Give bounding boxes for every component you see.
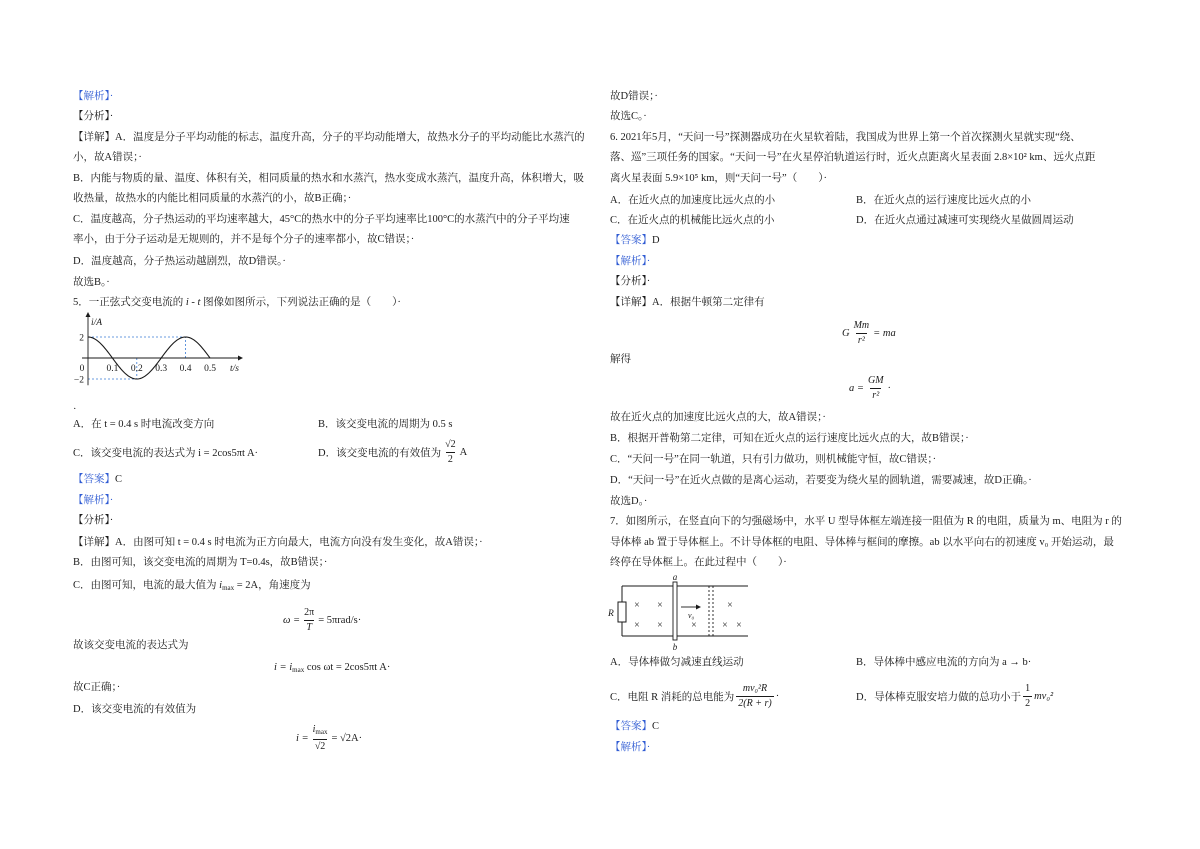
q5-d-wrong: 故D错误；· xyxy=(610,91,658,102)
q5-jiexi-tag: 【解析】· xyxy=(73,495,114,506)
y-tick-label: −2 xyxy=(73,375,84,386)
x-tick-label: 0.3 xyxy=(155,364,168,374)
velocity-label: v₀ xyxy=(688,611,695,620)
formula-rhs: · xyxy=(887,382,892,394)
option-c-fraction xyxy=(736,683,773,710)
formula-lhs: ω = xyxy=(283,614,301,626)
fraction-denominator: T xyxy=(306,621,312,633)
q4-line-3: B．内能与物质的量、温度、体积有关，相同质量的热水和水蒸汽，热水变成水蒸汽，温度升高，体积增大，吸 xyxy=(73,173,585,184)
answer-tag: 【答案】 xyxy=(610,721,652,732)
option-d-prefix: D．该交变电流的有效值为 xyxy=(318,447,442,459)
option-d-fraction xyxy=(443,439,458,466)
q7-option-b: B．导体棒中感应电流的方向为 a → b· xyxy=(856,657,1032,668)
q6-option-c: C．在近火点的机械能比远火点的小 xyxy=(610,215,775,226)
answer-value: D xyxy=(652,235,660,246)
answer-tag: 【答案】 xyxy=(610,235,652,246)
text-suffix: = 2A，角速度为 xyxy=(234,580,311,591)
resistor xyxy=(618,602,626,622)
y-tick-label: 2 xyxy=(79,333,84,344)
q7-circuit-diagram xyxy=(606,574,756,654)
velocity-arrowhead xyxy=(696,605,701,610)
formula-lhs: a = xyxy=(849,382,864,394)
answer-value: C xyxy=(652,721,660,732)
q4-line-8: 故选B。· xyxy=(73,277,110,288)
fraction-denominator: 2(R + r) xyxy=(738,697,772,709)
origin-label: 0 xyxy=(79,364,85,374)
x-tick-label: 0.4 xyxy=(179,364,192,374)
formula-lhs: G xyxy=(842,327,850,339)
fraction-numerator xyxy=(311,724,330,739)
q6-line-5: 故选D。· xyxy=(610,496,648,507)
newton-formula xyxy=(842,318,896,348)
resistor-label: R xyxy=(608,609,614,619)
q6-option-b: B．在近火点的运行速度比远火点的小 xyxy=(856,195,1032,206)
field-mark: × xyxy=(691,620,697,631)
q6-stem-line-2: 落、巡”三项任务的国家。“天问一号”在火星停泊轨道运行时，近火点距离火星表面 2.8×10² km、远火点距 xyxy=(610,152,1096,163)
q7-stem-line-3: 终停在导体框上。在此过程中（ ）· xyxy=(610,557,787,568)
fraction-numerator: Mm xyxy=(853,319,870,331)
q6-stem-line-3: 离火星表面 5.9×10⁵ km，则“天问一号”（ ）· xyxy=(610,173,827,184)
option-d-suffix: mv₀² xyxy=(1034,690,1054,702)
q4-line-4: 收热量，故热水的内能比相同质量的水蒸汽的小，故B正确；· xyxy=(73,193,352,204)
option-d-prefix: D．导体棒克服安培力做的总功小于 xyxy=(856,691,1022,703)
q6-line-3: C．“天问一号”在同一轨道，只有引力做功，则机械能守恒，故C错误；· xyxy=(610,454,937,465)
stem-prefix: 5．一正弦式交变电流的 xyxy=(73,297,186,308)
q5-c-correct: 故C正确；· xyxy=(73,682,121,693)
q5-fenxi-tag: 【分析】· xyxy=(73,515,114,526)
fraction-denominator: r² xyxy=(857,334,865,346)
q4-line-2: 小，故A错误；· xyxy=(73,152,142,163)
newton-fraction xyxy=(852,320,872,347)
imax-variable: i xyxy=(219,580,223,591)
field-mark: × xyxy=(736,620,742,631)
q6-option-d: D．在近火点通过减速可实现绕火星做圆周运动 xyxy=(856,215,1074,226)
q7-stem-line-2: 导体棒 ab 置于导体框上。不计导体框的电阻、导体棒与框间的摩擦。ab 以水平向右的初速度 v₀ 开始运动，最 xyxy=(610,537,1114,548)
q6-line-4: D．“天问一号”在近火点做的是离心运动，若要变为绕火星的圆轨道，需要减速，故D正确。· xyxy=(610,475,1032,486)
q6-fenxi-tag: 【分析】· xyxy=(610,276,651,287)
stem-variable: i - t xyxy=(185,297,201,308)
omega-formula xyxy=(283,605,361,635)
option-c-text: C．该交变电流的表达式为 i = 2cos5πt A· xyxy=(73,447,259,459)
text: A．根据牛顿第二定律有 xyxy=(652,297,765,308)
q5-stem xyxy=(73,296,401,310)
q6-line-1: 故在近火点的加速度比远火点的大，故A错误；· xyxy=(610,412,826,423)
q5-line-b: B．由图可知，该交变电流的周期为 T=0.4s，故B错误；· xyxy=(73,557,328,568)
text: A．由图可知 t = 0.4 s 时电流为正方向最大，电流方向没有发生变化，故A错误；· xyxy=(115,537,483,548)
q7-option-c xyxy=(610,682,779,710)
formula-lhs: i = xyxy=(296,732,309,744)
q5-option-d xyxy=(318,439,467,465)
option-c-suffix: · xyxy=(775,690,780,702)
y-axis-arrowhead xyxy=(86,312,91,317)
numerator-variable: i xyxy=(312,723,316,735)
effective-value-formula xyxy=(296,723,362,753)
fraction-denominator: r² xyxy=(872,389,880,401)
xiangjie-tag: 【详解】 xyxy=(73,537,115,548)
rod-end-b-label: b xyxy=(672,642,678,652)
q7-jiexi-tag: 【解析】· xyxy=(610,742,651,753)
eff-fraction xyxy=(311,724,330,753)
fraction-numerator: mv₀²R xyxy=(742,682,768,694)
fraction-denominator: 2 xyxy=(1025,697,1031,709)
field-mark: × xyxy=(722,620,728,631)
answer-value: C xyxy=(115,474,123,485)
q5-choose: 故选C。· xyxy=(610,111,647,122)
rod-end-a-label: a xyxy=(672,572,678,582)
formula-subscript: max xyxy=(292,666,305,674)
field-mark: × xyxy=(634,600,640,611)
q6-answer xyxy=(610,234,660,248)
text: A．温度是分子平均动能的标志，温度升高，分子的平均动能增大，故热水分子的平均动能比水蒸汽的 xyxy=(115,132,585,143)
q5-option-b: B．该交变电流的周期为 0.5 s xyxy=(318,419,453,430)
formula-rhs: = √2A· xyxy=(331,732,363,744)
q5-line-c xyxy=(73,579,311,593)
x-axis-label: t/s xyxy=(230,364,239,374)
field-mark: × xyxy=(634,620,640,631)
rod-ab xyxy=(673,582,677,640)
q4-jiexi-tag: 【解析】· xyxy=(73,91,114,102)
formula-lhs: i = i xyxy=(274,662,293,673)
q6-jiexi-tag: 【解析】· xyxy=(610,256,651,267)
q4-line-6: 率小，由于分子运动是无规则的，并不是每个分子的速率都小，故C错误；· xyxy=(73,234,415,245)
fraction-denominator: 2 xyxy=(447,453,453,465)
q4-line-5: C．温度越高，分子热运动的平均速率越大，45°C的热水中的分子平均速率比100°C的水蒸汽中的分子平均速 xyxy=(73,214,570,225)
fraction-numerator: 1 xyxy=(1025,682,1031,694)
accel-fraction xyxy=(866,375,886,402)
q6-option-a: A．在近火点的加速度比远火点的小 xyxy=(610,195,776,206)
omega-fraction xyxy=(302,607,316,634)
q5-xiangjie-line-a xyxy=(73,536,483,550)
fraction-numerator: 2π xyxy=(304,606,315,618)
current-expression-formula xyxy=(274,661,390,675)
x-tick-label: 0.5 xyxy=(204,364,216,374)
q4-line-7: D．温度越高，分子热运动越剧烈，故D错误。· xyxy=(73,256,286,267)
y-axis-label: i/A xyxy=(91,318,103,328)
q7-option-d xyxy=(856,682,1053,710)
x-tick-label: 0.1 xyxy=(106,364,119,374)
q5-current-graph xyxy=(72,312,247,392)
option-c-prefix: C．电阻 R 消耗的总电能为 xyxy=(610,691,735,703)
formula-rhs: cos ωt = 2cos5πt A· xyxy=(304,662,391,673)
q5-option-a: A．在 t = 0.4 s 时电流改变方向 xyxy=(73,419,215,430)
answer-tag: 【答案】 xyxy=(73,474,115,485)
xiangjie-tag: 【详解】 xyxy=(610,297,652,308)
q6-solve: 解得 xyxy=(610,354,631,365)
q5-answer xyxy=(73,473,122,487)
imax-subscript: max xyxy=(222,584,235,592)
text-prefix: C．由图可知，电流的最大值为 xyxy=(73,580,220,591)
q6-stem-line-1: 6. 2021年5月，“天问一号”探测器成功在火星软着陆，我国成为世界上第一个首次探测火星就实现“绕、 xyxy=(610,132,1081,143)
q6-line-2: B．根据开普勒第二定律，可知在近火点的运行速度比远火点的大，故B错误；· xyxy=(610,433,969,444)
fraction-numerator: GM xyxy=(867,374,884,386)
field-mark: × xyxy=(727,600,733,611)
q7-stem-line-1: 7．如图所示，在竖直向下的匀强磁场中，水平 U 型导体框左端连接一阻值为 R 的电阻，质量为 m、电阻为 r 的 xyxy=(610,516,1122,527)
q5-expr-intro: 故该交变电流的表达式为 xyxy=(73,640,189,651)
q4-fenxi-tag: 【分析】· xyxy=(73,111,114,122)
q5-option-c xyxy=(73,439,258,465)
option-d-fraction xyxy=(1023,683,1032,710)
xiangjie-tag: 【详解】 xyxy=(73,132,115,143)
q4-xiangjie-line-1 xyxy=(73,131,585,145)
field-mark: × xyxy=(657,600,663,611)
x-tick-label: 0.2 xyxy=(130,364,143,374)
acceleration-formula xyxy=(849,373,891,403)
x-axis-arrowhead xyxy=(238,356,243,361)
q5-line-d: D．该交变电流的有效值为 xyxy=(73,704,197,715)
option-d-suffix: A xyxy=(459,446,468,458)
fraction-denominator: √2 xyxy=(314,740,326,752)
q7-option-a: A．导体棒做匀减速直线运动 xyxy=(610,657,744,668)
graph-trail-mark: · xyxy=(73,404,77,415)
q7-answer xyxy=(610,720,659,734)
q6-xiangjie-line-a xyxy=(610,296,765,310)
numerator-subscript: max xyxy=(315,727,328,736)
formula-rhs: = ma xyxy=(873,327,896,339)
field-mark: × xyxy=(657,620,663,631)
fraction-numerator: √2 xyxy=(445,438,456,450)
formula-rhs: = 5πrad/s· xyxy=(318,614,362,626)
stem-suffix: 图像如图所示，下列说法正确的是（ ）· xyxy=(200,297,401,308)
